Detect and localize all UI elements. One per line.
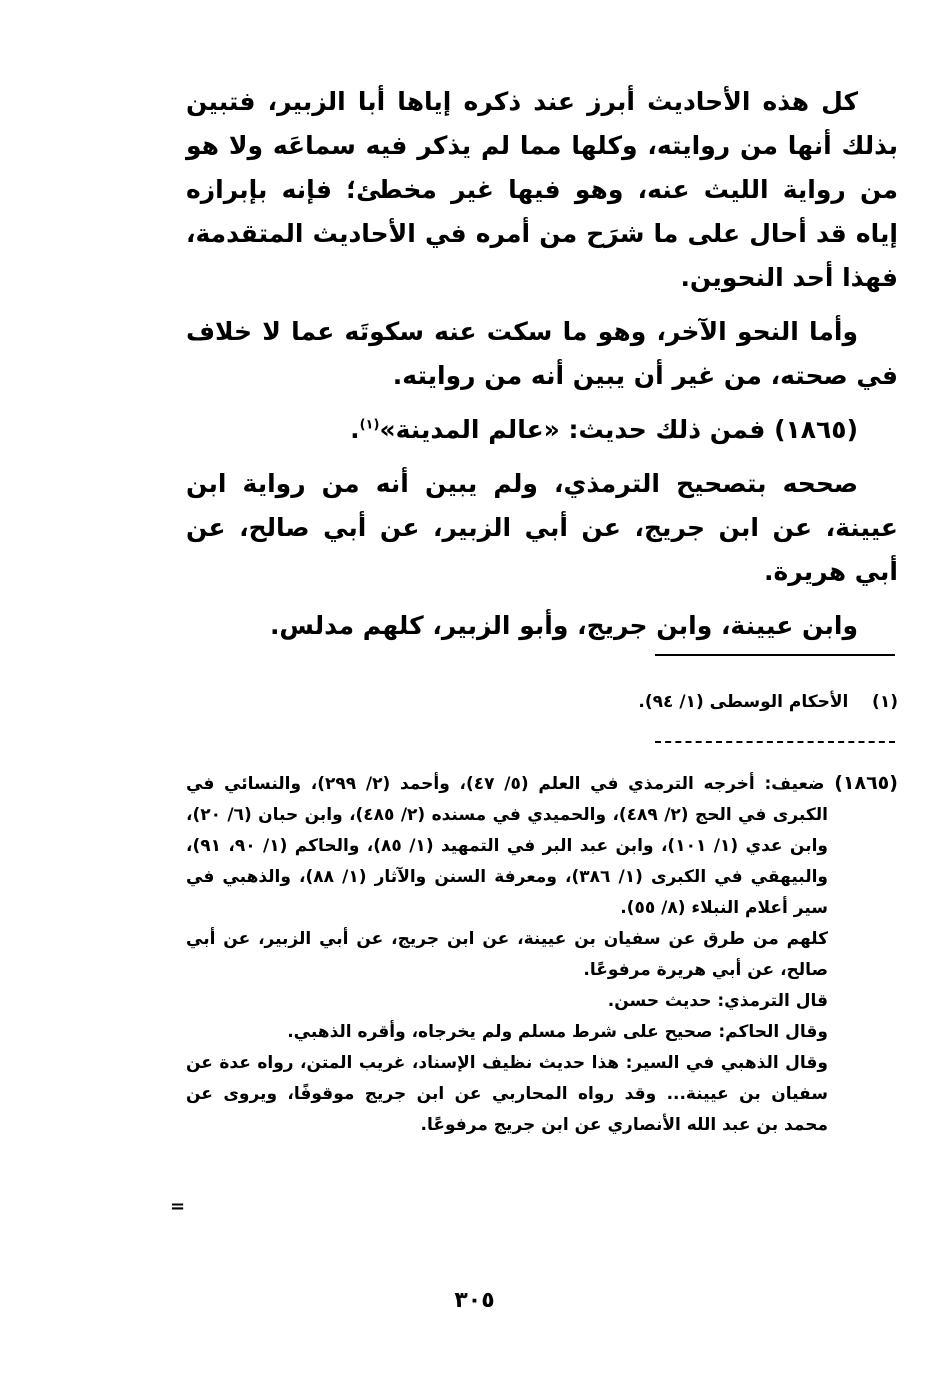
footnote-divider <box>655 654 895 656</box>
note-2: كلهم من طرق عن سفيان بن عيينة، عن ابن جريج، عن أبي الزبير، عن أبي صالح، عن أبي هريرة مرفوعًا. <box>186 929 828 980</box>
hadith-intro-end: . <box>350 415 360 444</box>
footnote-number: (١) <box>872 692 898 712</box>
paragraph-1: كل هذه الأحاديث أبرز عند ذكره إياها أبا الزبير، فتبين بذلك أنها من روايته، وكلها مما لم يذكر فيه سماعَه ولا هو من رواية الليث عنه، وهو فيها غير مخطئ؛ فإنه بإبرازه إياه قد أحال على ما شرَح من أمره في الأحاديث المتقدمة، فهذا أحد النحوين. <box>186 87 898 292</box>
note-3: قال الترمذي: حديث حسن. <box>607 991 828 1011</box>
note-5: وقال الذهبي في السير: هذا حديث نظيف الإسناد، غريب المتن، رواه عدة عن سفيان بن عيينة... وقد رواه المحاربي عن ابن جريج موقوفًا، ويروى عن محمد بن عبد الله الأنصاري عن ابن جريج مرفوعًا. <box>186 1053 828 1135</box>
footnote-1 <box>186 688 898 716</box>
paragraph-5: وابن عيينة، وابن جريج، وأبو الزبير، كلهم مدلس. <box>269 611 858 640</box>
paragraph-2: وأما النحو الآخر، وهو ما سكت عنه سكوتَه عما لا خلاف في صحته، من غير أن يبين أنه من روايته. <box>186 317 898 390</box>
footnote-ref: (١) <box>359 417 380 433</box>
paragraph-4: صححه بتصحيح الترمذي، ولم يبين أنه من رواية ابن عيينة، عن ابن جريج، عن أبي الزبير، عن أبي صالح، عن أبي هريرة. <box>186 469 898 586</box>
main-text <box>186 80 898 648</box>
footnote-text: الأحكام الوسطى (١/ ٩٤). <box>638 692 849 712</box>
continuation-mark: = <box>170 1196 186 1217</box>
takhrij-notes <box>186 768 898 1141</box>
note-1 <box>186 768 898 924</box>
hadith-number: (١٨٦٥) <box>774 415 858 444</box>
notes-divider <box>655 741 895 743</box>
hadith-intro: فمن ذلك حديث: «عالم المدينة» <box>379 415 766 444</box>
note-number: (١٨٦٥) <box>834 772 898 794</box>
note-1-text: ضعيف: أخرجه الترمذي في العلم (٥/ ٤٧)، وأحمد (٢/ ٢٩٩)، والنسائي في الكبرى في الحج (٢/ ٤٨٩)، والحميدي في مسنده (٢/ ٤٨٥)، وابن حبان (٦/ ٢٠)، وابن عدي (١/ ١٠١)، وابن عبد البر في التمهيد (١/ ٨٥)، والحاكم (١/ ٩٠، ٩١)، والبيهقي في الكبرى (١/ ٣٨٦)، ومعرفة السنن والآثار (١/ ٨٨)، والذهبي في سير أعلام النبلاء (٨/ ٥٥). <box>186 774 828 918</box>
page-number: ٣٠٥ <box>454 1288 495 1313</box>
note-4: وقال الحاكم: صحيح على شرط مسلم ولم يخرجاه، وأقره الذهبي. <box>287 1022 828 1042</box>
paragraph-3 <box>186 408 898 452</box>
